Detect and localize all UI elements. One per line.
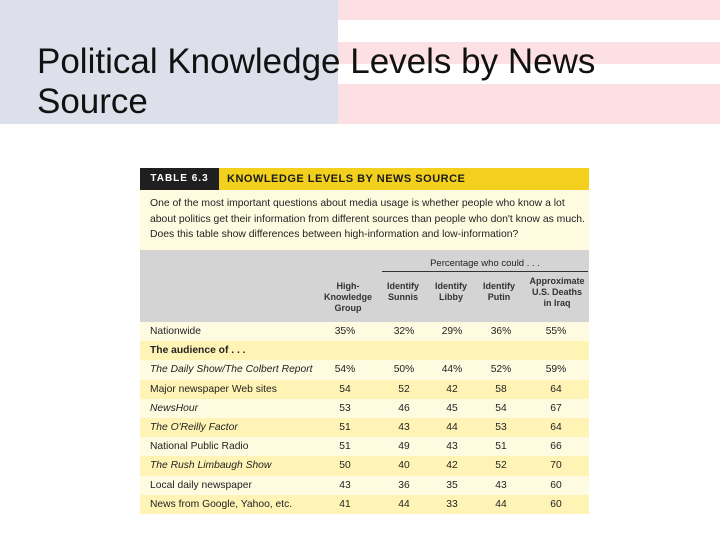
row-value: 36% [490, 326, 512, 337]
row-value: 53 [495, 421, 507, 433]
row-value: 70 [550, 460, 562, 472]
row-value: 53 [339, 402, 351, 414]
column-header-sunnis: Identify Sunnis [386, 281, 419, 302]
table-row [140, 399, 589, 418]
row-value: 55% [545, 326, 567, 337]
table-row [140, 418, 589, 437]
row-value: 51 [339, 441, 351, 453]
row-label: The Rush Limbaugh Show [150, 460, 272, 472]
row-value: 44 [398, 498, 410, 510]
row-label: National Public Radio [150, 441, 249, 453]
row-value: 35 [446, 479, 458, 491]
table-header-bar [140, 168, 589, 190]
table-row [140, 341, 589, 360]
row-label: Major newspaper Web sites [150, 383, 277, 395]
flag-stripe [338, 0, 720, 20]
row-value: 43 [398, 421, 410, 433]
row-value: 64 [550, 383, 562, 395]
row-label: The O'Reilly Factor [150, 421, 238, 433]
row-value: 52 [495, 460, 507, 472]
table-body [140, 322, 589, 514]
row-value: 43 [339, 479, 351, 491]
table-row [140, 476, 589, 495]
table-row [140, 380, 589, 399]
row-value: 35% [334, 326, 356, 337]
row-value: 64 [550, 421, 562, 433]
row-value: 33 [446, 498, 458, 510]
row-value: 58 [495, 383, 507, 395]
row-value: 59% [545, 364, 567, 376]
row-value: 52% [490, 364, 512, 376]
row-value: 29% [441, 326, 463, 337]
span-rule [382, 271, 588, 272]
row-value: 60 [550, 479, 562, 491]
row-label: The Daily Show/The Colbert Report [150, 364, 313, 376]
row-value: 45 [446, 402, 458, 414]
row-value: 36 [398, 479, 410, 491]
table-row [140, 437, 589, 456]
row-value: 66 [550, 441, 562, 453]
row-value: 51 [495, 441, 507, 453]
row-value: 54% [334, 364, 356, 376]
row-label: The audience of . . . [150, 345, 246, 357]
percentage-span-label: Percentage who could . . . [430, 258, 540, 269]
row-value: 51 [339, 421, 351, 433]
table-row [140, 360, 589, 379]
row-value: 67 [550, 402, 562, 414]
table-row [140, 495, 589, 514]
row-value: 50 [339, 460, 351, 472]
row-value: 50% [393, 364, 415, 376]
row-value: 43 [446, 441, 458, 453]
row-value: 42 [446, 383, 458, 395]
row-value: 54 [339, 383, 351, 395]
table-row [140, 322, 589, 341]
row-value: 60 [550, 498, 562, 510]
column-header-high-knowledge: High- Knowledge Group [323, 281, 372, 313]
row-value: 44 [495, 498, 507, 510]
row-value: 42 [446, 460, 458, 472]
table-intro-text: One of the most important questions about media usage is whether people who know a lot about politics get their information from different sources than people who don't know as much. Does this table show differences between high-information and low-information? [150, 198, 585, 240]
column-header-libby: Identify Libby [434, 281, 467, 302]
column-header-putin: Identify Putin [482, 281, 515, 302]
row-value: 44 [446, 421, 458, 433]
row-value: 43 [495, 479, 507, 491]
data-table [140, 168, 589, 509]
row-value: 54 [495, 402, 507, 414]
slide-title: Political Knowledge Levels by News Source [37, 42, 596, 121]
row-value: 46 [398, 402, 410, 414]
table-row [140, 456, 589, 475]
row-label: News from Google, Yahoo, etc. [150, 498, 293, 510]
table-title: KNOWLEDGE LEVELS BY NEWS SOURCE [227, 173, 466, 185]
column-header-iraq-deaths: Approximate U.S. Deaths in Iraq [529, 276, 585, 308]
row-value: 41 [339, 498, 351, 510]
row-value: 32% [393, 326, 415, 337]
row-label: Local daily newspaper [150, 479, 252, 491]
row-value: 49 [398, 441, 410, 453]
table-number: TABLE 6.3 [140, 168, 219, 190]
row-value: 52 [398, 383, 410, 395]
row-label: NewsHour [150, 402, 199, 414]
row-value: 44% [441, 364, 463, 376]
row-value: 40 [398, 460, 410, 472]
row-label: Nationwide [150, 326, 201, 337]
